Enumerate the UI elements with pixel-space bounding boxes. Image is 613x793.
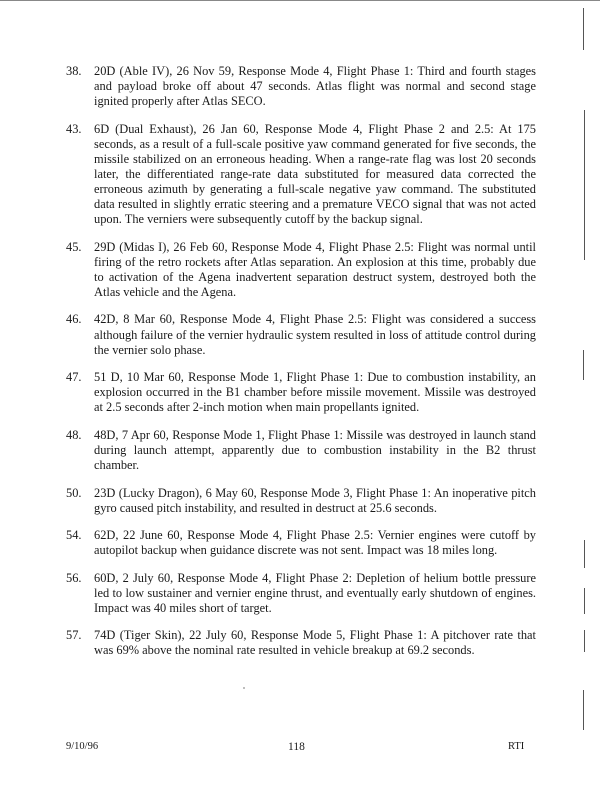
item-text: 51 D, 10 Mar 60, Response Mode 1, Flight Phase 1: Due to combustion instability, an explosion occurred in the B1 chamber before missile movement. Missile was destroyed at 2.5 seconds after 2-inch motion when main propellants ignited. [94,370,536,415]
list-item [66,312,536,357]
scan-speck [243,687,245,689]
item-text: 48D, 7 Apr 60, Response Mode 1, Flight Phase 1: Missile was destroyed in launch stand during launch attempt, apparently due to combustion instability in the B2 thrust chamber. [94,427,536,473]
item-text: 74D (Tiger Skin), 22 July 60, Response Mode 5, Flight Phase 1: A pitchover rate that was 69% above the nominal rate resulted in vehicle breakup at 69.2 seconds. [94,628,536,658]
margin-mark [584,110,585,260]
item-number: 56. [66,570,82,585]
failure-list [66,64,536,671]
footer-date: 9/10/96 [66,741,99,752]
margin-mark [583,350,584,380]
page-number: 118 [288,741,305,753]
item-number: 38. [66,64,82,78]
item-text: 29D (Midas I), 26 Feb 60, Response Mode 4, Flight Phase 2.5: Flight was normal until firing of the retro rockets after Atlas separation. An explosion at this time, probably due to activation of the Agena inadvertent separation destruct system, destroyed both the Atlas vehicle and the Agena. [94,239,536,299]
top-rule [0,0,600,1]
item-text: 60D, 2 July 60, Response Mode 4, Flight Phase 2: Depletion of helium bottle pressure led to low sustainer and vernier engine thrust, and eventually early shutdown of engines. Impact was 40 miles short of target. [94,570,536,615]
item-text: 6D (Dual Exhaust), 26 Jan 60, Response Mode 4, Flight Phase 2 and 2.5: At 175 seconds, as a result of a full-scale positive yaw command generated for five seconds, the missile stabilized on an erroneous heading. When a range-rate flag was lost 20 seconds later, the differentiated range-rate data substituted for measured data corrected the erroneous azimuth by generating a full-scale negative yaw command. The substituted data resulted in slightly erratic steering and a premature VECO signal that was not acted upon. The verniers were subsequently cutoff by the backup signal. [94,121,536,227]
list-item [66,486,536,516]
item-number: 46. [66,312,82,327]
item-number: 45. [66,239,82,254]
item-text: 20D (Able IV), 26 Nov 59, Response Mode 4, Flight Phase 1: Third and fourth stages and payload broke off about 47 seconds. Atlas flight was normal and second stage ignited properly after Atlas SECO. [94,64,536,109]
list-item [66,370,536,415]
item-text: 23D (Lucky Dragon), 6 May 60, Response Mode 3, Flight Phase 1: An inoperative pitch gyro caused pitch instability, and resulted in destruct at 25.6 seconds. [94,485,536,515]
list-item [66,240,536,300]
item-text: 42D, 8 Mar 60, Response Mode 4, Flight Phase 2.5: Flight was considered a success although failure of the vernier hydraulic system resulted in loss of attitude control during the vernier solo phase. [94,312,536,357]
list-item [66,64,536,109]
list-item [66,122,536,228]
margin-mark [583,8,584,50]
list-item [66,528,536,558]
footer-org: RTI [508,741,525,752]
margin-mark [584,540,585,568]
margin-mark [584,630,585,652]
item-number: 47. [66,370,82,385]
list-item [66,428,536,473]
item-number: 48. [66,427,82,442]
margin-mark [584,588,585,614]
item-number: 50. [66,485,82,500]
item-number: 43. [66,121,82,136]
item-number: 57. [66,628,82,643]
list-item [66,628,536,658]
item-text: 62D, 22 June 60, Response Mode 4, Flight Phase 2.5: Vernier engines were cutoff by autopilot backup when guidance discrete was not sent. Impact was 18 miles long. [94,528,536,558]
list-item [66,571,536,616]
margin-mark [583,690,584,730]
item-number: 54. [66,528,82,543]
